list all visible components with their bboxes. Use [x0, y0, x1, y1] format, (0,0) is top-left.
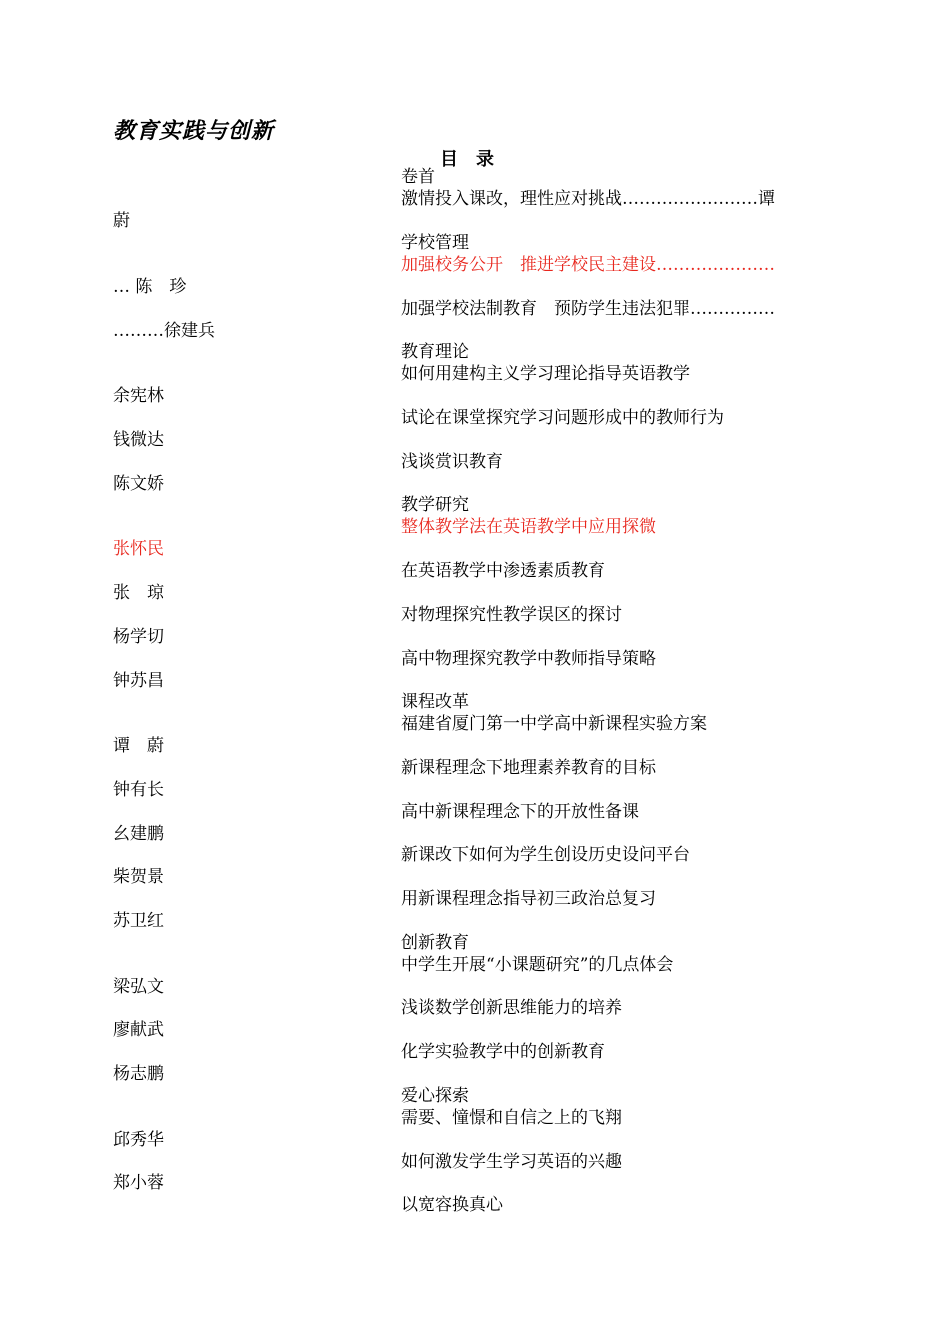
toc-entry: 如何用建构主义学习理论指导英语教学 — [401, 364, 690, 384]
section-label: 学校管理 — [401, 233, 469, 253]
toc-entry: 高中新课程理念下的开放性备课 — [401, 802, 639, 822]
author-name: 苏卫红 — [113, 911, 164, 931]
author-name: 蔚 — [113, 211, 130, 231]
author-name: 杨志鹏 — [113, 1064, 164, 1084]
author-name: 余宪林 — [113, 386, 164, 406]
author-name: 谭 蔚 — [113, 736, 164, 756]
toc-entry: 福建省厦门第一中学高中新课程实验方案 — [401, 714, 707, 734]
toc-entry: 浅谈赏识教育 — [401, 452, 503, 472]
section-label: 创新教育 — [401, 933, 469, 953]
author-name: 廖献武 — [113, 1020, 164, 1040]
author-name: 钱微达 — [113, 430, 164, 450]
author-name: 钟有长 — [113, 780, 164, 800]
section-label: 教学研究 — [401, 495, 469, 515]
toc-entry: 化学实验教学中的创新教育 — [401, 1042, 605, 1062]
author-name: 张怀民 — [113, 539, 164, 559]
toc-entry: 加强校务公开 推进学校民主建设………………… — [401, 255, 775, 275]
toc-entry: 中学生开展“小课题研究”的几点体会 — [401, 955, 674, 975]
toc-entry: 整体教学法在英语教学中应用探微 — [401, 517, 656, 537]
author-name: … 陈 珍 — [113, 277, 187, 297]
section-label: 爱心探索 — [401, 1086, 469, 1106]
toc-entry: 激情投入课改，理性应对挑战……………………谭 — [401, 189, 775, 209]
toc-entry: 新课程理念下地理素养教育的目标 — [401, 758, 656, 778]
toc-heading: 目 录 — [440, 149, 494, 170]
toc-entry: 新课改下如何为学生创设历史设问平台 — [401, 845, 690, 865]
toc-entry: 需要、憧憬和自信之上的飞翔 — [401, 1108, 622, 1128]
author-name: ………徐建兵 — [113, 321, 215, 341]
author-name: 陈文娇 — [113, 474, 164, 494]
author-name: 幺建鹏 — [113, 824, 164, 844]
toc-entry: 在英语教学中渗透素质教育 — [401, 561, 605, 581]
author-name: 梁弘文 — [113, 977, 164, 997]
author-name: 杨学切 — [113, 627, 164, 647]
toc-entry: 高中物理探究教学中教师指导策略 — [401, 649, 656, 669]
author-name: 钟苏昌 — [113, 671, 164, 691]
author-name: 柴贺景 — [113, 867, 164, 887]
author-name: 张 琼 — [113, 583, 164, 603]
author-name: 郑小蓉 — [113, 1173, 164, 1193]
toc-entry: 浅谈数学创新思维能力的培养 — [401, 998, 622, 1018]
toc-entry: 对物理探究性教学误区的探讨 — [401, 605, 622, 625]
toc-entry: 加强学校法制教育 预防学生违法犯罪…………… — [401, 299, 775, 319]
section-label: 课程改革 — [401, 692, 469, 712]
author-name: 邱秀华 — [113, 1130, 164, 1150]
toc-entry: 如何激发学生学习英语的兴趣 — [401, 1152, 622, 1172]
section-label: 卷首 — [401, 167, 435, 187]
toc-entry: 用新课程理念指导初三政治总复习 — [401, 889, 656, 909]
toc-entry: 以宽容换真心 — [401, 1195, 503, 1215]
toc-entry: 试论在课堂探究学习问题形成中的教师行为 — [401, 408, 724, 428]
document-title: 教育实践与创新 — [113, 118, 275, 144]
section-label: 教育理论 — [401, 342, 469, 362]
